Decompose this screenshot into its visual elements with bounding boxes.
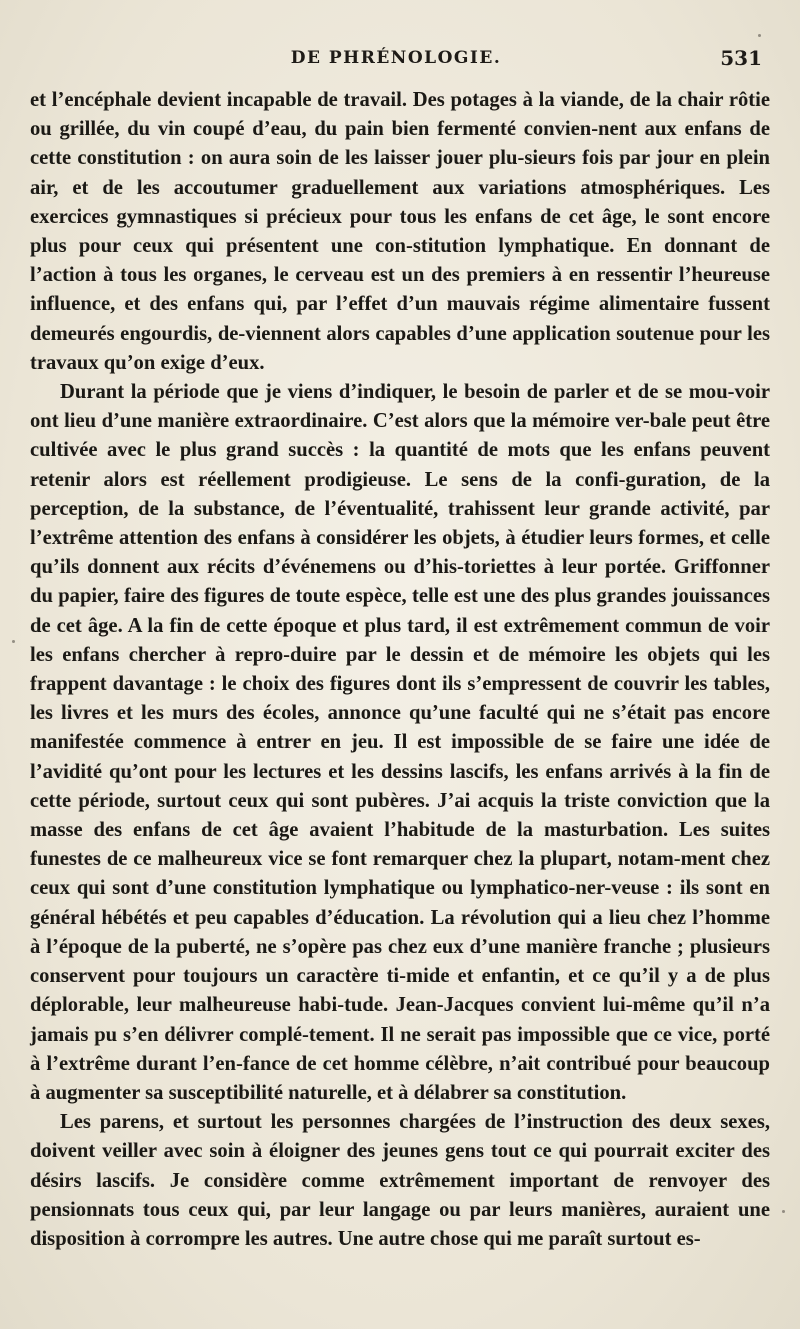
paper-speck [758, 34, 761, 37]
running-title: DE PHRÉNOLOGIE. [290, 48, 502, 68]
paragraph: et l’encéphale devient incapable de travail. Des potages à la viande, de la chair rôtie ou grillée, du vin coupé d’eau, du pain bien fermenté convien-nent aux enfans de cette constitution : on aura soin de les laisser jouer plu-sieurs fois par jour en plein air, et de les accoutumer graduellement aux variations atmosphériques. Les exercices gymnastiques si précieux pour tous les enfans de cet âge, le sont encore plus pour ceux qui présentent une con-stitution lymphatique. En donnant de l’action à tous les organes, le cerveau est un des premiers à en ressentir l’heureuse influence, et des enfans qui, par l’effet d’un mauvais régime alimentaire fussent demeurés engourdis, de-viennent alors capables d’une application soutenue pour les travaux qu’on exige d’eux. [30, 89, 770, 374]
page-number: 531 [720, 46, 762, 70]
page-header [30, 48, 762, 78]
paragraph: Les parens, et surtout les personnes chargées de l’instruction des deux sexes, doivent veiller avec soin à éloigner des jeunes gens tout ce qui pourrait exciter des désirs lascifs. Je considère comme extrêmement important de renvoyer des pensionnats tous ceux qui, par leur langage ou par leurs manières, auraient une disposition à corrompre les autres. Une autre chose qui me paraît surtout es- [30, 1111, 770, 1250]
paper-speck [782, 1210, 785, 1213]
paper-speck [12, 640, 15, 643]
body-text [30, 86, 770, 1254]
paragraph: Durant la période que je viens d’indiquer, le besoin de parler et de se mou-voir ont lieu d’une manière extraordinaire. C’est alors que la mémoire ver-bale peut être cultivée avec le plus grand succès : la quantité de mots que les enfans peuvent retenir alors est réellement prodigieuse. Le sens de la confi-guration, de la perception, de la substance, de l’éventualité, trahissent leur grande activité, par l’extrême attention des enfans à considérer les objets, à étudier leurs formes, et celle qu’ils donnent aux récits d’événemens ou d’his-toriettes à leur portée. Griffonner du papier, faire des figures de toute espèce, telle est une des plus grandes jouissances de cet âge. A la fin de cette époque et plus tard, il est extrêmement commun de voir les enfans chercher à repro-duire par le dessin et de mémoire les objets qui les frappent davantage : le choix des figures dont ils s’empressent de couvrir les tables, les livres et les murs des écoles, annonce qu’une faculté qui ne s’était pas encore manifestée commence à entrer en jeu. Il est impossible de se faire une idée de l’avidité qu’ont pour les lectures et les dessins lascifs, les enfans arrivés à la fin de cette période, surtout ceux qui sont pubères. J’ai acquis la triste conviction que la masse des enfans de cet âge avaient l’habitude de la masturbation. Les suites funestes de ce malheureux vice se font remarquer chez la plupart, notam-ment chez ceux qui sont d’une constitution lymphatique ou lymphatico-ner-veuse : ils sont en général hébétés et peu capables d’éducation. La révolution qui a lieu chez l’homme à l’époque de la puberté, ne s’opère pas chez eux d’une manière franche ; plusieurs conservent pour toujours un caractère ti-mide et enfantin, et ce qu’il y a de plus déplorable, leur malheureuse habi-tude. Jean-Jacques convient lui-même qu’il n’a jamais pu s’en délivrer complé-tement. Il ne serait pas impossible que ce vice, porté à l’extrême durant l’en-fance de cet homme célèbre, n’ait contribué pour beaucoup à augmenter sa susceptibilité naturelle, et à délabrer sa constitution. [30, 381, 770, 1104]
